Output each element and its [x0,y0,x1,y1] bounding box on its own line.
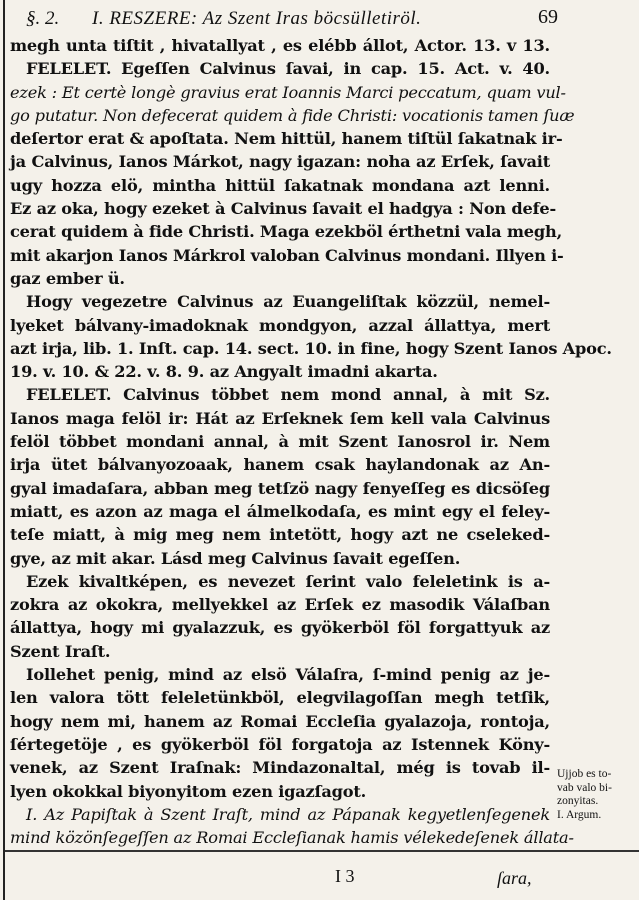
text-line: gye, az mit akar. Lásd meg Calvinus ſavait egeſſen. [10,548,461,568]
text-line: deſertor erat & apoſtata. Nem hittül, hanem tiſtül ſakatnak ir- [10,129,563,149]
text-line: Iollehet penig, mind az elsö Válaſra, ſ-mind penig az je- [26,665,550,685]
text-line: gaz ember ü. [10,268,125,288]
text-line: teſe miatt, à mig meg nem intetött, hogy azt ne cseleked- [10,525,550,545]
margin-note-line: vab valo bi- [557,781,612,794]
text-line: ſértegetöje , es gyökerböl föl forgatoja az Istennek Köny- [10,734,550,754]
text-line: lyeket bálvany-imadoknak mondgyon, azzal állattya, mert [10,315,550,335]
text-line: irja ütet bálvanyozoaak, hanem csak haylandonak az An- [10,455,550,475]
text-line: cerat quidem à fide Christi. Maga ezekböl érthetni vala megh, [10,222,563,242]
text-line: Ezek kivaltképen, es nevezet ſerint valo feleletink is a- [26,571,550,591]
signature-mark: I 3 [335,866,355,886]
text-line: felöl többet mondani annal, à mit Szent Ianosrol ir. Nem [10,432,550,452]
text-line: zokra az okokra, mellyekkel az Erſek ez masodik Válaſban [10,595,550,615]
text-line: gyal imadaſara, abban meg tetſzö nagy fenyeſſeg es dicsöſeg [10,478,550,498]
text-line: FELELET. Calvinus többet nem mond annal, à mit Sz. [26,385,550,405]
catchword: ſara, [497,868,532,888]
margin-note-line: zonyitas. [557,795,599,807]
text-line: azt irja, lib. 1. Inſt. cap. 14. sect. 10. in fine, hogy Szent Ianos Apoc. [10,338,612,358]
text-line: FELELET. Egeſſen Calvinus ſavai, in cap. 15. Act. v. 40. [26,59,550,79]
text-line: Hogy vegezetre Calvinus az Euangeliſtak közzül, nemel- [26,292,550,312]
text-line: mit akarjon Ianos Márkrol valoban Calvinus mondani. Illyen i- [10,245,564,265]
text-line: go putatur. Non defecerat quidem à fide Christi: vocationis tamen ſuæ [10,105,575,125]
text-line: Szent Iraſt. [10,641,111,661]
margin-note [557,768,637,822]
page-number: 69 [538,6,558,28]
text-line: ja Calvinus, Ianos Márkot, nagy igazan: noha az Erſek, ſavait [10,152,550,172]
text-line: venek, az Szent Iraſnak: Mindazonaltal, még is tovab il- [10,758,550,778]
text-line: I. Az Papiſtak à Szent Iraſt, mind az Pápanak kegyetlenſegenek [26,804,550,824]
text-line: Ez az oka, hogy ezeket à Calvinus ſavait el hadgya : Non defe- [10,199,557,219]
text-line: miatt, es azon az maga el álmelkodaſa, es mint egy el feley- [10,501,550,521]
margin-note-line: I. Argum. [557,808,602,821]
text-line: hogy nem mi, hanem az Romai Eccleſia gyalazoja, rontoja, [10,711,550,731]
text-line: mind közönſegeſſen az Romai Eccleſianak hamis vélekedeſenek állata- [10,828,574,848]
running-title: I. RESZERE: Az Szent Iras böcsülletiröl. [92,8,422,29]
text-line: lyen okokkal biyonyitom ezen igazſagot. [10,781,367,801]
text-line: megh unta tiſtit , hivatallyat , es elébb állot, Actor. 13. v 13. [10,36,550,55]
running-header [18,6,558,34]
section-mark: §. 2. [26,8,60,29]
text-line: Ianos maga felöl ir: Hát az Erſeknek ſem kell vala Calvinus [10,408,550,428]
text-line: ezek : Et certè longè gravius erat Ioannis Marci peccatum, quam vul- [10,82,566,102]
margin-note-line: Ujjob es to- [557,768,612,780]
left-margin-rule [3,0,5,900]
bottom-rule [5,850,639,852]
text-line: ugy hozza elö, mintha hittül ſakatnak mondana azt lenni. [10,175,550,195]
text-line: len valora tött feleletünkböl, elegvilagoſſan megh tetſik, [10,688,550,708]
page-footer [0,866,639,896]
text-line: állattya, hogy mi gyalazzuk, es gyökerböl föl forgattyuk az [10,618,550,638]
text-line: 19. v. 10. & 22. v. 8. 9. az Angyalt imadni akarta. [10,362,438,382]
